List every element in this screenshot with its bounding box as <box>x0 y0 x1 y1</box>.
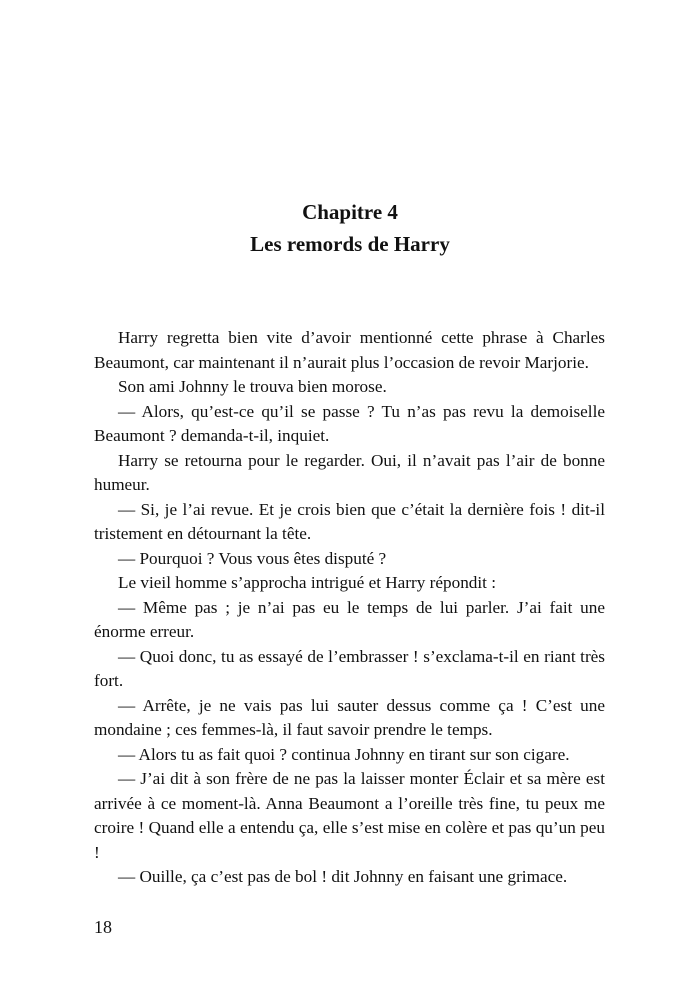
paragraph: — Alors, qu’est-ce qu’il se passe ? Tu n’as pas revu la demoiselle Beaumont ? demanda-t-il, inquiet. <box>94 401 605 445</box>
chapter-number: Chapitre 4 <box>302 200 398 224</box>
paragraph: — J’ai dit à son frère de ne pas la laisser monter Éclair et sa mère est arrivée à ce moment-là. Anna Beaumont a l’oreille très fine, tu peux me croire ! Quand elle a entendu ça, elle s’est mise en colère et pas qu’un peu ! <box>94 769 605 862</box>
paragraph: — Arrête, je ne vais pas lui sauter dessus comme ça ! C’est une mondaine ; ces femmes-là, il faut savoir prendre le temps. <box>94 695 605 739</box>
paragraph: Le vieil homme s’approcha intrigué et Harry répondit : <box>118 573 496 592</box>
paragraph: — Quoi donc, tu as essayé de l’embrasser ! s’exclama-t-il en riant très fort. <box>94 646 605 690</box>
paragraph: Harry regretta bien vite d’avoir mentionné cette phrase à Charles Beaumont, car maintenant il n’aurait plus l’occasion de revoir Marjorie. <box>94 328 605 372</box>
paragraph: — Pourquoi ? Vous vous êtes disputé ? <box>118 548 387 568</box>
chapter-body <box>94 326 605 890</box>
paragraph: Son ami Johnny le trouva bien morose. <box>118 377 387 396</box>
paragraph: Harry se retourna pour le regarder. Oui, il n’avait pas l’air de bonne humeur. <box>94 450 605 494</box>
paragraph: — Si, je l’ai revue. Et je crois bien que c’était la dernière fois ! dit-il tristement en détournant la tête. <box>94 499 605 543</box>
chapter-heading <box>0 196 700 260</box>
paragraph: — Alors tu as fait quoi ? continua Johnny en tirant sur son cigare. <box>118 744 570 764</box>
paragraph: — Même pas ; je n’ai pas eu le temps de lui parler. J’ai fait une énorme erreur. <box>94 597 605 641</box>
paragraph: — Ouille, ça c’est pas de bol ! dit Johnny en faisant une grimace. <box>118 867 568 886</box>
page-number: 18 <box>94 917 112 937</box>
chapter-title: Les remords de Harry <box>250 232 450 256</box>
